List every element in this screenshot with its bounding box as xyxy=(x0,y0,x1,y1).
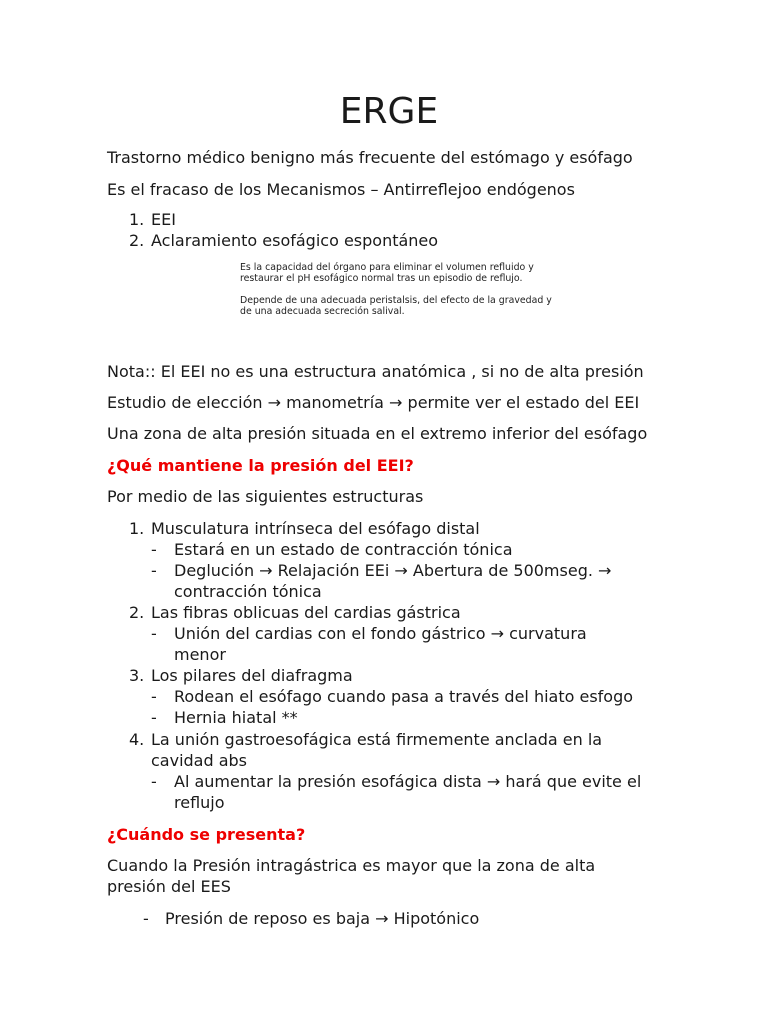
list-text-continuation: cavidad abs xyxy=(151,751,248,770)
mechanism-item-2 xyxy=(129,230,438,251)
sub-text: Estará en un estado de contracción tónica xyxy=(174,540,513,559)
structure-item-2 xyxy=(129,602,461,623)
sub-item xyxy=(151,623,587,644)
page-title: ERGE xyxy=(339,91,439,132)
dash-bullet: - xyxy=(151,772,157,791)
sub-item xyxy=(151,771,641,792)
list-number: 4. xyxy=(129,730,145,749)
sub-item xyxy=(151,707,298,728)
section-intro: Por medio de las siguientes estructuras xyxy=(107,487,424,506)
list-text: Los pilares del diafragma xyxy=(151,666,353,685)
inset-line-3: Depende de una adecuada peristalsis, del efecto de la gravedad y xyxy=(240,295,552,306)
list-number: 2. xyxy=(129,231,145,250)
sub-text-continuation: menor xyxy=(174,645,226,664)
sub-item xyxy=(151,560,611,581)
sub-text: Hernia hiatal ** xyxy=(174,708,298,727)
when-paragraph-line-2: presión del EES xyxy=(107,877,231,896)
zone-paragraph: Una zona de alta presión situada en el extremo inferior del esófago xyxy=(107,424,648,443)
when-paragraph-line-1: Cuando la Presión intragástrica es mayor que la zona de alta xyxy=(107,856,596,875)
study-paragraph: Estudio de elección → manometría → permite ver el estado del EEI xyxy=(107,393,640,412)
structure-item-3 xyxy=(129,665,353,686)
dash-bullet: - xyxy=(143,909,149,928)
sub-text: Rodean el esófago cuando pasa a través del hiato esfogo xyxy=(174,687,634,706)
list-number: 1. xyxy=(129,210,145,229)
intro-line-1: Trastorno médico benigno más frecuente del estómago y esófago xyxy=(107,148,633,167)
structure-item-4 xyxy=(129,729,602,750)
inset-line-4: de una adecuada secreción salival. xyxy=(240,306,405,317)
intro-line-2: Es el fracaso de los Mecanismos – Antirreflejoo endógenos xyxy=(107,180,575,199)
sub-item xyxy=(151,686,633,707)
list-number: 3. xyxy=(129,666,145,685)
list-text: Aclaramiento esofágico espontáneo xyxy=(151,231,439,250)
list-number: 1. xyxy=(129,519,145,538)
inset-line-2: restaurar el pH esofágico normal tras un episodio de reflujo. xyxy=(240,273,523,284)
bullet-text: Presión de reposo es baja → Hipotónico xyxy=(165,909,480,928)
list-text: Musculatura intrínseca del esófago distal xyxy=(151,519,480,538)
dash-bullet: - xyxy=(151,540,157,559)
mechanism-item-1 xyxy=(129,209,176,230)
sub-item xyxy=(151,539,513,560)
dash-bullet: - xyxy=(151,561,157,580)
structure-item-1 xyxy=(129,518,480,539)
when-bullet xyxy=(143,908,479,929)
list-text: Las fibras oblicuas del cardias gástrica xyxy=(151,603,461,622)
inset-line-1: Es la capacidad del órgano para eliminar el volumen refluido y xyxy=(240,262,534,273)
list-number: 2. xyxy=(129,603,145,622)
section-heading-when: ¿Cuándo se presenta? xyxy=(107,825,306,844)
embedded-text-image xyxy=(237,262,552,320)
list-text: La unión gastroesofágica está firmemente anclada en la xyxy=(151,730,603,749)
note-paragraph: Nota:: El EEI no es una estructura anatómica , si no de alta presión xyxy=(107,362,644,381)
sub-text-continuation: contracción tónica xyxy=(174,582,322,601)
dash-bullet: - xyxy=(151,708,157,727)
sub-text-continuation: reflujo xyxy=(174,793,225,812)
dash-bullet: - xyxy=(151,624,157,643)
list-text: EEI xyxy=(151,210,176,229)
sub-text: Unión del cardias con el fondo gástrico → curvatura xyxy=(174,624,587,643)
sub-text: Deglución → Relajación EEi → Abertura de 500mseg. → xyxy=(174,561,612,580)
section-heading-pressure: ¿Qué mantiene la presión del EEI? xyxy=(107,456,414,475)
dash-bullet: - xyxy=(151,687,157,706)
sub-text: Al aumentar la presión esofágica dista → hará que evite el xyxy=(174,772,642,791)
